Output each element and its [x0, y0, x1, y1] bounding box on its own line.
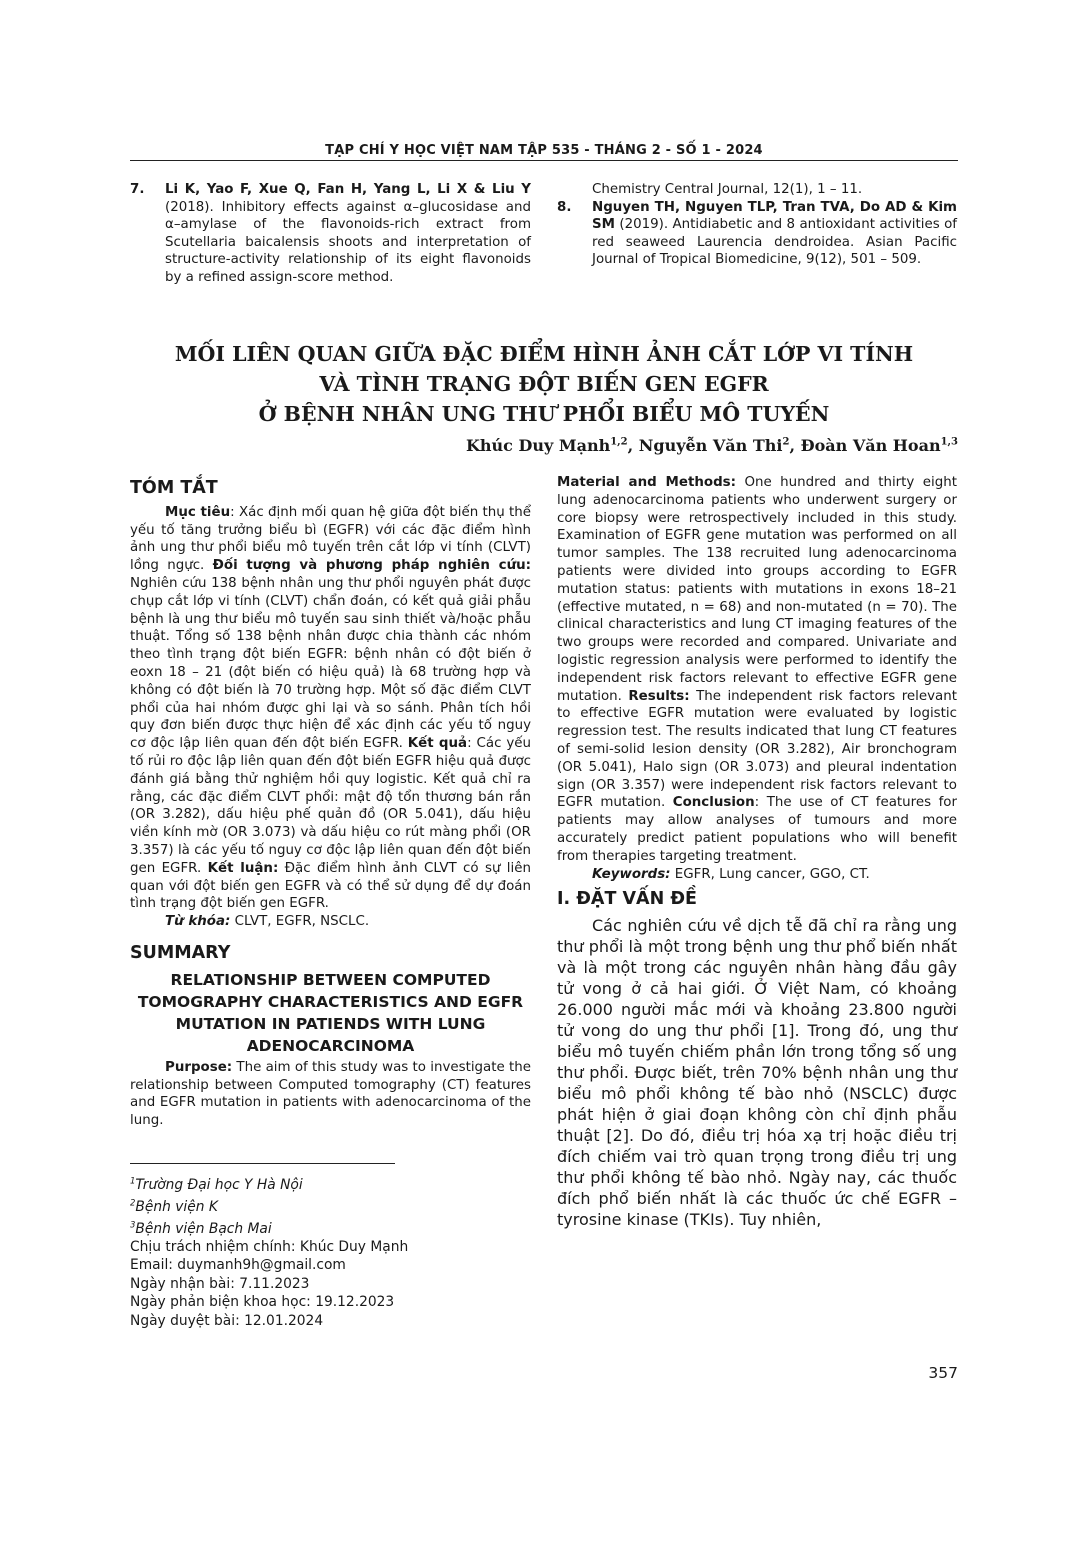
affiliation-3: $^3$Bệnh viện Bạch Mai — [130, 1220, 272, 1237]
date-reviewed: Ngày phản biện khoa học: 19.12.2023 — [130, 1294, 395, 1311]
author-affiliation: 2 — [782, 436, 790, 448]
corresponding-author: Chịu trách nhiệm chính: Khúc Duy Mạnh — [130, 1239, 409, 1255]
date-received: Ngày nhận bài: 7.11.2023 — [130, 1275, 310, 1292]
reference-number: 8. — [557, 199, 572, 215]
keywords-vi: Từ khóa: CLVT, EGFR, NSCLC. — [165, 914, 370, 930]
author-affiliation: 1,3 — [940, 436, 958, 448]
journal-header: TẠP CHÍ Y HỌC VIỆT NAM TẬP 535 - THÁNG 2 - SỐ 1 - 2024 — [325, 143, 763, 158]
author-affiliation: 1,2 — [610, 436, 628, 448]
affiliation-1: $^1$Trường Đại học Y Hà Nội — [130, 1176, 303, 1193]
title-line: Ở BỆNH NHÂN UNG THƯ PHỔI BIỂU MÔ TUYẾN — [258, 402, 830, 426]
reference-text: (2018). Inhibitory effects against α–glucosidase and α–amylase of the flavonoids-rich extract from Scutellaria baicalensis shoots and interpretation of structure-activity relationship of its eight flavonoids by a refined assign-score method. — [165, 199, 531, 285]
keywords-en: Keywords: EGFR, Lung cancer, GGO, CT. — [592, 866, 870, 882]
reference-authors: Nguyen TH, Nguyen TLP, Tran TVA, Do AD & Kim SM — [592, 199, 957, 232]
author-name: Khúc Duy Mạnh — [466, 436, 611, 455]
header-rule — [130, 160, 958, 161]
affiliation-2: $^2$Bệnh viện K — [130, 1198, 218, 1215]
reference-text: (2019). Antidiabetic and 8 antioxidant activities of red seaweed Laurencia dendroidea. Asian Pacific Journal of Tropical Biomedicine, 9(12), 501 – 509. — [592, 217, 957, 267]
summary-body-start: Purpose: The aim of this study was to investigate the relationship between Computed tomography (CT) features and EGFR mutation in patients with adenocarcinoma of the lung. — [130, 1059, 531, 1129]
left-column — [130, 478, 531, 1130]
date-accepted: Ngày duyệt bài: 12.01.2024 — [130, 1312, 324, 1329]
summary-title: RELATIONSHIP BETWEEN COMPUTED TOMOGRAPHY CHARACTERISTICS AND EGFR MUTATION IN PATIENDS WITH LUNG ADENOCARCINOMA — [137, 970, 524, 1055]
author-name: Nguyễn Văn Thi — [638, 436, 783, 455]
footnote-rule — [130, 1163, 395, 1164]
author-list: Khúc Duy Mạnh$^{1,2}$, Nguyễn Văn Thi$^2$, Đoàn Văn Hoan$^{1,3}$ — [466, 436, 958, 455]
title-line: VÀ TÌNH TRẠNG ĐỘT BIẾN GEN EGFR — [319, 372, 769, 396]
intro-paragraph: Các nghiên cứu về dịch tễ đã chỉ ra rằng ung thư phổi là một trong bệnh ung thư phổ biến nhất và là một trong các nguyên nhân hàng đầu gây tử vong ở cả hai giới. Ở Việt Nam, có khoảng 26.000 người mắc mới và khoảng 23.800 người tử vong do ung thư phổi [1]. Trong đó, ung thư biểu mô tuyến chiếm phần lớn trong tổng số ung thư phổi. Được biết, trên 70% bệnh nhân ung thư biểu mô phổi không tế bào nhỏ (NSCLC) được phát hiện ở giai đoạn không còn chỉ định phẫu thuật [2]. Do đó, điều trị hóa xạ trị hoặc điều trị đích chiếm vai trò quan trọng trong điều trị ung thư phổi không tế bào nhỏ. Ngày nay, các thuốc đích phổ biến nhất là các thuốc ức chế EGFR – tyrosine kinase (TKIs). Tuy nhiên, — [557, 916, 957, 1230]
reference-7 — [130, 181, 531, 286]
author-name: Đoàn Văn Hoan — [800, 436, 941, 455]
reference-number: 7. — [130, 182, 145, 197]
abstract-heading-vi: TÓM TẮT — [130, 478, 218, 498]
reference-column-left — [130, 181, 531, 286]
footnotes — [130, 1172, 531, 1330]
section-heading-intro: I. ĐẶT VẤN ĐỀ — [557, 889, 697, 910]
summary-heading: SUMMARY — [130, 942, 231, 963]
page-number: 357 — [928, 1364, 958, 1382]
reference-authors: Li K, Yao F, Xue Q, Fan H, Yang L, Li X & Liu Y — [165, 182, 531, 197]
reference-column-right — [557, 181, 957, 269]
reference-8 — [557, 199, 957, 269]
title-line: MỐI LIÊN QUAN GIỮA ĐẶC ĐIỂM HÌNH ẢNH CẮT LỚP VI TÍNH — [174, 342, 914, 366]
reference-7-continued: Chemistry Central Journal, 12(1), 1 – 11. — [592, 182, 863, 197]
email: Email: duymanh9h@gmail.com — [130, 1257, 346, 1274]
right-column — [557, 474, 957, 1230]
article-title — [130, 339, 958, 429]
abstract-vi-body: Mục tiêu: Xác định mối quan hệ giữa đột biến thụ thể yếu tố tăng trưởng biểu bì (EGFR) với các đặc điểm hình ảnh ung thư phổi biểu mô tuyến trên cắt lớp vi tính (CLVT) lồng ngực. Đối tượng và phương pháp nghiên cứu: Nghiên cứu 138 bệnh nhân ung thư phổi nguyên phát được chụp cắt lớp vi tính (CLVT) chẩn đoán, có kết quả giải phẫu bệnh là ung thư biểu mô tuyến sau sinh thiết và/hoặc phẫu thuật. Tổng số 138 bệnh nhân được chia thành các nhóm theo tình trạng đột biến EGFR: bệnh nhân có đột biến ở eoxn 18 – 21 (đột biến có hiệu quả) là 68 trường hợp và không có đột biến là 70 trường hợp. Một số đặc điểm CLVT phổi của hai nhóm được ghi lại và so sánh. Phân tích hồi quy đơn biến được thực hiện để xác định các yếu tố nguy cơ độc lập liên quan đến đột biến EGFR. Kết quả: Các yếu tố rủi ro độc lập liên quan đến đột biến EGFR hiệu quả được đánh giá bằng thử nghiệm hồi quy logistic. Kết quả chỉ ra rằng, các đặc điểm CLVT phổi: mật độ tổn thương bán rắn (OR 3.282), dấu hiệu phế quản đồ (OR 5.041), dấu hiệu viền kính mờ (OR 3.073) và dấu hiệu co rút màng phổi (OR 3.357) là các yếu tố nguy cơ độc lập liên quan đến đột biến gen EGFR. Kết luận: Đặc điểm hình ảnh CLVT có sự liên quan với đột biến gen EGFR và có thể sử dụng để dự đoán tình trạng đột biến gen EGFR. — [130, 504, 531, 912]
summary-body: Material and Methods: One hundred and thirty eight lung adenocarcinoma patients who underwent surgery or core biopsy were retrospectively included in this study. Examination of EGFR gene mutation was performed on all tumor samples. The 138 recruited lung adenocarcinoma patients were divided into groups according to EGFR mutation status: patients with mutations in exons 18–21 (effective mutated, n = 68) and non-mutated (n = 70). The clinical characteristics and lung CT imaging features of the two groups were recorded and compared. Univariate and logistic regression analysis were performed to identify the independent risk factors relevant to effective EGFR gene mutation. Results: The independent risk factors relevant to effective EGFR mutation were evaluated by logistic regression test. The results indicated that lung CT features of semi-solid lesion density (OR 3.282), Air bronchogram (OR 5.041), Halo sign (OR 3.073) and pleural indentation sign (OR 3.357) were independent risk factors relevant to EGFR mutation. Conclusion: The use of CT features for patients may allow analyses of tumours and more accurately predict patient populations who will benefit from therapies targeting treatment. — [557, 475, 957, 864]
